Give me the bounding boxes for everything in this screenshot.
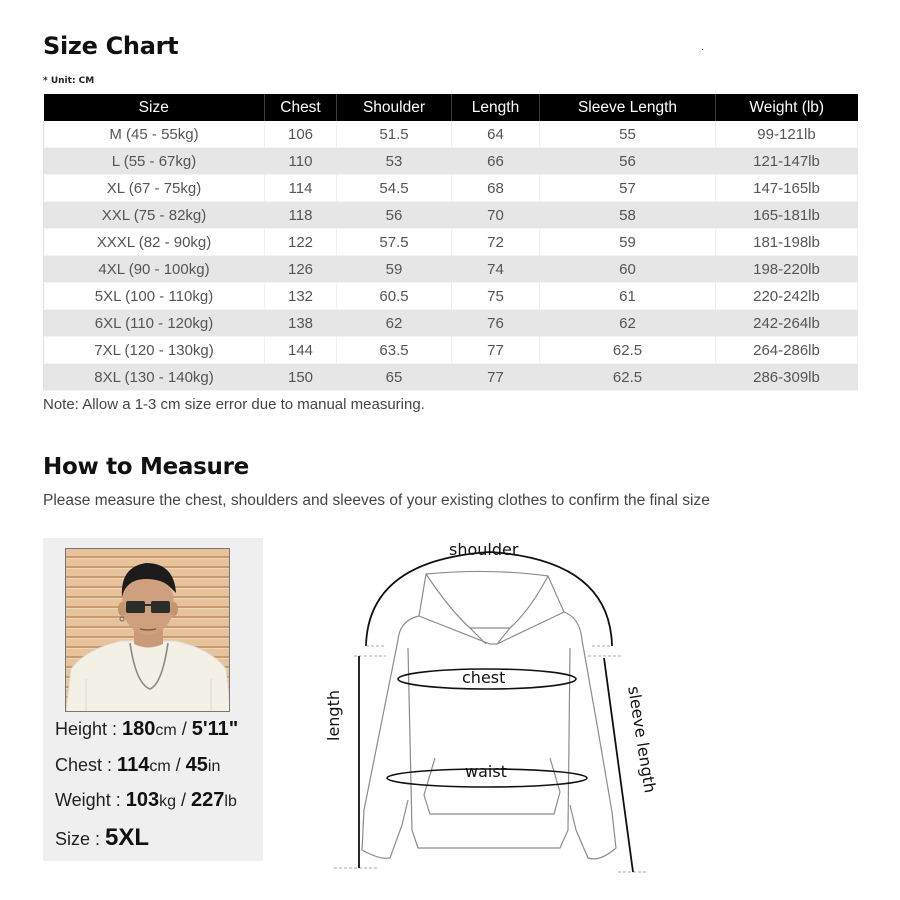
table-cell: 64 [452, 121, 540, 148]
weight-kg-unit: kg [159, 793, 176, 810]
column-header: Chest [265, 94, 337, 121]
how-to-measure-subtitle: Please measure the chest, shoulders and sleeves of your existing clothes to confirm the final size [43, 492, 710, 509]
table-cell: 144 [265, 337, 337, 364]
table-cell: 60.5 [337, 283, 452, 310]
table-cell: 147-165lb [716, 175, 858, 202]
table-cell: 165-181lb [716, 202, 858, 229]
table-row [44, 256, 858, 283]
table-cell: 121-147lb [716, 148, 858, 175]
table-cell: 66 [452, 148, 540, 175]
table-cell: 138 [265, 310, 337, 337]
table-cell: 75 [452, 283, 540, 310]
label-chest: chest [462, 668, 506, 687]
table-cell: 5XL (100 - 110kg) [44, 283, 265, 310]
table-cell: 61 [540, 283, 716, 310]
column-header: Length [452, 94, 540, 121]
table-cell: XXL (75 - 82kg) [44, 202, 265, 229]
table-cell: 4XL (90 - 100kg) [44, 256, 265, 283]
table-body [44, 121, 858, 391]
table-cell: 181-198lb [716, 229, 858, 256]
chest-in-value: 45 [185, 754, 208, 776]
table-cell: XL (67 - 75kg) [44, 175, 265, 202]
label-length: length [324, 690, 343, 741]
colon: : [90, 829, 106, 849]
label-sleeve-length: sleeve length [624, 684, 660, 795]
separator: / [176, 790, 192, 810]
model-chest [55, 754, 220, 777]
table-cell: 242-264lb [716, 310, 858, 337]
table-cell: 58 [540, 202, 716, 229]
height-cm-unit: cm [155, 722, 177, 739]
colon: : [102, 755, 118, 775]
table-row [44, 337, 858, 364]
colon: : [110, 790, 126, 810]
table-row [44, 229, 858, 256]
column-header: Sleeve Length [540, 94, 716, 121]
measuring-note: Note: Allow a 1-3 cm size error due to manual measuring. [43, 396, 425, 413]
table-row [44, 202, 858, 229]
table-cell: 6XL (110 - 120kg) [44, 310, 265, 337]
table-cell: 51.5 [337, 121, 452, 148]
table-cell: 126 [265, 256, 337, 283]
table-cell: 7XL (120 - 130kg) [44, 337, 265, 364]
table-cell: XXXL (82 - 90kg) [44, 229, 265, 256]
table-cell: 99-121lb [716, 121, 858, 148]
table-cell: 70 [452, 202, 540, 229]
table-cell: 68 [452, 175, 540, 202]
table-cell: 114 [265, 175, 337, 202]
table-cell: M (45 - 55kg) [44, 121, 265, 148]
size-label: Size [55, 829, 91, 849]
size-table [43, 94, 858, 391]
hoodie-measure-diagram [320, 530, 660, 890]
model-height [55, 718, 238, 741]
table-cell: 286-309lb [716, 364, 858, 391]
chest-in-unit: in [207, 758, 221, 775]
table-row [44, 364, 858, 391]
table-cell: 60 [540, 256, 716, 283]
chest-cm-value: 114 [117, 754, 150, 776]
table-cell: 110 [265, 148, 337, 175]
column-header: Weight (lb) [716, 94, 858, 121]
table-cell: 54.5 [337, 175, 452, 202]
table-cell: 59 [337, 256, 452, 283]
model-info-panel [43, 538, 263, 861]
column-header: Size [44, 94, 265, 121]
table-row [44, 121, 858, 148]
table-cell: 56 [337, 202, 452, 229]
weight-label: Weight [55, 790, 111, 810]
table-cell: L (55 - 67kg) [44, 148, 265, 175]
table-cell: 76 [452, 310, 540, 337]
separator: / [170, 755, 186, 775]
table-cell: 57 [540, 175, 716, 202]
table-row [44, 175, 858, 202]
table-row [44, 148, 858, 175]
column-header: Shoulder [337, 94, 452, 121]
unit-note: * Unit: CM [43, 76, 95, 86]
size-value: 5XL [105, 824, 150, 851]
table-cell: 220-242lb [716, 283, 858, 310]
table-cell: 62.5 [540, 364, 716, 391]
table-cell: 65 [337, 364, 452, 391]
table-cell: 55 [540, 121, 716, 148]
table-cell: 62 [337, 310, 452, 337]
table-cell: 122 [265, 229, 337, 256]
weight-kg-value: 103 [125, 789, 160, 811]
table-cell: 74 [452, 256, 540, 283]
model-photo [65, 548, 230, 712]
weight-lb-unit: lb [224, 793, 237, 810]
table-cell: 72 [452, 229, 540, 256]
table-cell: 264-286lb [716, 337, 858, 364]
height-label: Height [55, 719, 108, 739]
table-cell: 56 [540, 148, 716, 175]
hoodie-illustration [320, 530, 660, 890]
table-cell: 77 [452, 337, 540, 364]
table-cell: 150 [265, 364, 337, 391]
table-cell: 118 [265, 202, 337, 229]
table-cell: 57.5 [337, 229, 452, 256]
separator: / [176, 719, 192, 739]
table-row [44, 283, 858, 310]
chest-label: Chest [55, 755, 103, 775]
chest-cm-unit: cm [149, 758, 171, 775]
label-waist: waist [465, 762, 507, 781]
stray-dot [702, 49, 703, 50]
table-cell: 77 [452, 364, 540, 391]
table-row [44, 310, 858, 337]
table-cell: 8XL (130 - 140kg) [44, 364, 265, 391]
label-shoulder: shoulder [449, 540, 519, 559]
table-cell: 53 [337, 148, 452, 175]
height-ft-value: 5'11" [191, 718, 239, 740]
table-cell: 106 [265, 121, 337, 148]
table-header-row [44, 94, 858, 121]
size-chart-title: Size Chart [43, 32, 179, 60]
colon: : [107, 719, 123, 739]
table-cell: 62.5 [540, 337, 716, 364]
table-cell: 63.5 [337, 337, 452, 364]
model-weight [55, 789, 237, 812]
weight-lb-value: 227 [191, 789, 225, 811]
table-cell: 59 [540, 229, 716, 256]
how-to-measure-title: How to Measure [43, 454, 249, 480]
table-cell: 132 [265, 283, 337, 310]
table-cell: 198-220lb [716, 256, 858, 283]
height-cm-value: 180 [122, 718, 156, 740]
model-photo-illustration [66, 549, 230, 712]
table-cell: 62 [540, 310, 716, 337]
model-size [55, 824, 149, 852]
